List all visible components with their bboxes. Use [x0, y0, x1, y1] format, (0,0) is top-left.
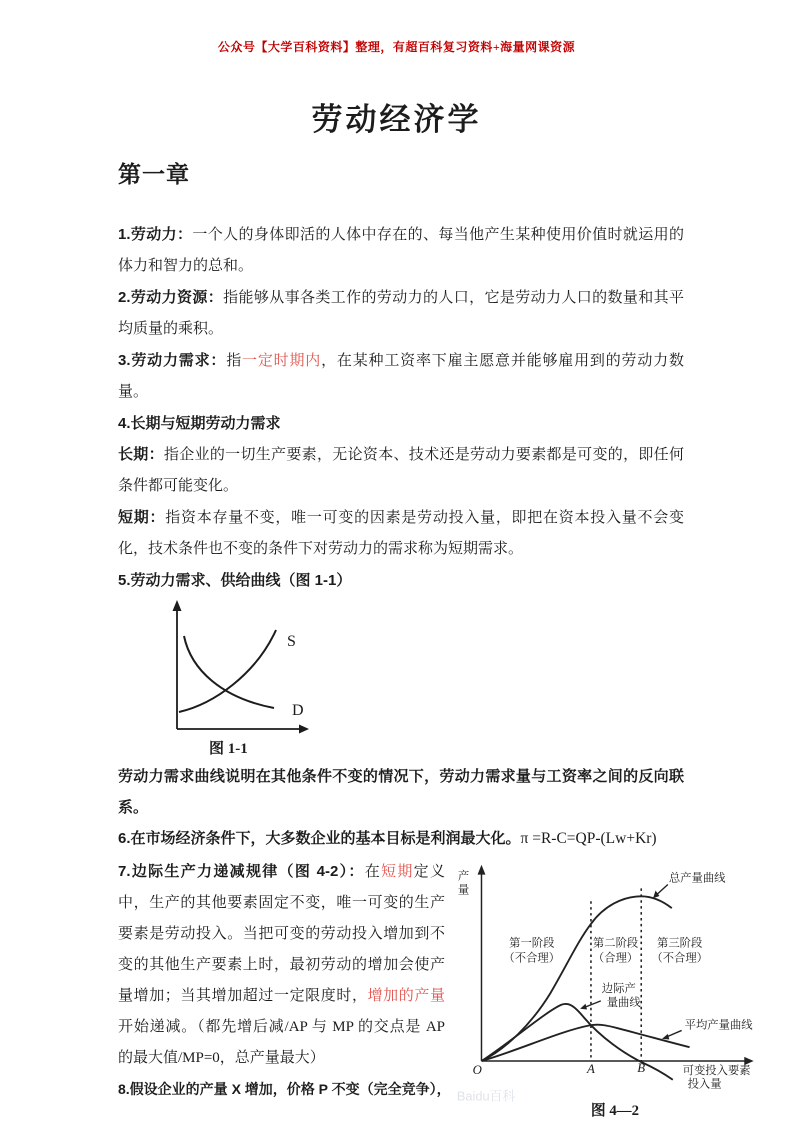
marginal-product-label-line2: 量曲线 — [606, 996, 641, 1009]
stage2-label-line1: 第二阶段 — [592, 937, 639, 950]
y-axis-arrow-icon — [173, 600, 182, 611]
def-term: 短期： — [118, 509, 166, 526]
y-axis-label-2: 量 — [457, 884, 470, 897]
chapter-heading: 第一章 — [118, 162, 190, 187]
profit-formula: π =R-C=QP-(Lw+Kr) — [520, 830, 657, 847]
marginal-label-arrow-icon — [580, 1004, 587, 1010]
y-axis-arrow-icon — [478, 865, 486, 875]
x-axis-label-line2: 投入量 — [687, 1078, 722, 1091]
heading-item8: 8.假设企业的产量 X 增加，价格 P 不变（完全竞争）， — [118, 1081, 451, 1097]
average-label-arrow — [668, 1030, 682, 1036]
figure-4-2-caption: 图 4—2 — [590, 1103, 639, 1120]
document-body — [118, 219, 753, 1122]
item6-profit-goal — [118, 823, 684, 855]
baidu-watermark: Baidu百科 — [456, 1088, 516, 1104]
point-b-label: B — [637, 1060, 646, 1075]
definition-long-term — [118, 439, 684, 502]
item7-diminishing-returns — [118, 856, 445, 1074]
def-term: 1.劳动力： — [118, 226, 193, 243]
stage3-label-line2: （不合理） — [651, 952, 709, 965]
y-axis-label-1: 产 — [457, 870, 470, 883]
definition-labor-demand — [118, 345, 684, 408]
point-a-label: A — [587, 1061, 595, 1076]
red-highlight: 短期 — [381, 864, 414, 880]
demand-curve-label: D — [292, 702, 304, 719]
def-body: 指资本存量不变，唯一可变的因素是劳动投入量，即把在资本投入量不会变化，技术条件也不变的条件下对劳动力的需求称为短期需求。 — [118, 510, 684, 557]
stage1-label-line2: （不合理） — [503, 952, 561, 965]
def-term: 2.劳动力资源： — [118, 289, 224, 306]
average-product-label: 平均产量曲线 — [684, 1019, 753, 1032]
average-label-arrow-icon — [662, 1034, 669, 1040]
total-label-arrow — [657, 884, 668, 894]
header-watermark-note: 公众号【大学百科资料】整理，有超百科复习资料+海量网课资源 — [217, 40, 576, 54]
definition-labor-force — [118, 219, 684, 282]
x-axis-label-line1: 可变投入要素 — [682, 1064, 751, 1077]
stage2-label-line2: （合理） — [592, 952, 639, 965]
def-term: 长期： — [118, 446, 164, 463]
total-label-arrow-icon — [653, 891, 659, 899]
figure-4-2 — [445, 856, 793, 1122]
definition-short-term — [118, 502, 684, 565]
supply-demand-chart — [136, 598, 436, 761]
stage1-label-line1: 第一阶段 — [509, 937, 555, 950]
heading-item5: 5.劳动力需求、供给曲线（图 1-1） — [118, 572, 352, 589]
def-body-post: ，在某种工资率下雇主愿意并能够雇用到的劳动力数量。 — [118, 353, 684, 400]
item7-body-1: 在 — [364, 864, 382, 880]
left-text-column — [118, 856, 451, 1105]
def-body: 一个人的身体即活的人体中存在的、每当他产生某种使用价值时就运用的体力和智力的总和。 — [118, 227, 684, 274]
figure-1-1-caption: 图 1-1 — [209, 741, 248, 757]
definition-labor-resource — [118, 282, 684, 345]
two-column-section — [118, 856, 793, 1122]
production-curves-chart — [445, 856, 793, 1122]
marginal-label-arrow — [586, 1001, 601, 1007]
marginal-product-label-line1: 边际产 — [601, 982, 636, 995]
figure-1-1 — [136, 598, 684, 761]
red-highlight: 一定时期内 — [242, 353, 322, 369]
red-highlight: 增加的产量 — [367, 988, 445, 1004]
supply-curve — [179, 630, 276, 712]
heading-item6: 6.在市场经济条件下，大多数企业的基本目标是利润最大化。 — [118, 830, 521, 847]
total-product-label: 总产量曲线 — [668, 872, 726, 885]
stage3-label-line1: 第三阶段 — [657, 937, 703, 950]
def-body-pre: 指 — [226, 353, 243, 369]
heading-item7: 7.边际生产力递减规律（图 4-2）： — [118, 863, 365, 880]
x-axis-arrow-icon — [299, 725, 309, 734]
demand-curve — [184, 636, 274, 708]
def-term: 3.劳动力需求： — [118, 352, 227, 369]
def-body: 指能够从事各类工作的劳动力的人口，它是劳动力人口的数量和其平均质量的乘积。 — [118, 290, 684, 337]
figure-1-1-note: 劳动力需求曲线说明在其他条件不变的情况下，劳动力需求量与工资率之间的反向联系。 — [118, 768, 684, 816]
item7-body-3: 开始递减。（都先增后减/AP 与 MP 的交点是 AP 的最大值/MP=0，总产量最大） — [118, 1019, 445, 1066]
heading-item4: 4.长期与短期劳动力需求 — [118, 415, 281, 432]
total-product-curve — [481, 896, 671, 1061]
supply-curve-label: S — [287, 633, 296, 650]
page-title: 劳动经济学 — [311, 102, 482, 137]
item7-body-2: 定义中，生产的其他要素固定不变，唯一可变的生产要素是劳动投入。当把可变的劳动投入增加到不变的其他生产要素上时，最初劳动的增加会使产量增加；当其增加超过一定限度时， — [118, 864, 445, 1004]
def-body: 指企业的一切生产要素，无论资本、技术还是劳动力要素都是可变的，即任何条件都可能变化。 — [118, 447, 684, 494]
origin-label: O — [472, 1062, 482, 1077]
average-product-curve — [481, 1025, 689, 1061]
